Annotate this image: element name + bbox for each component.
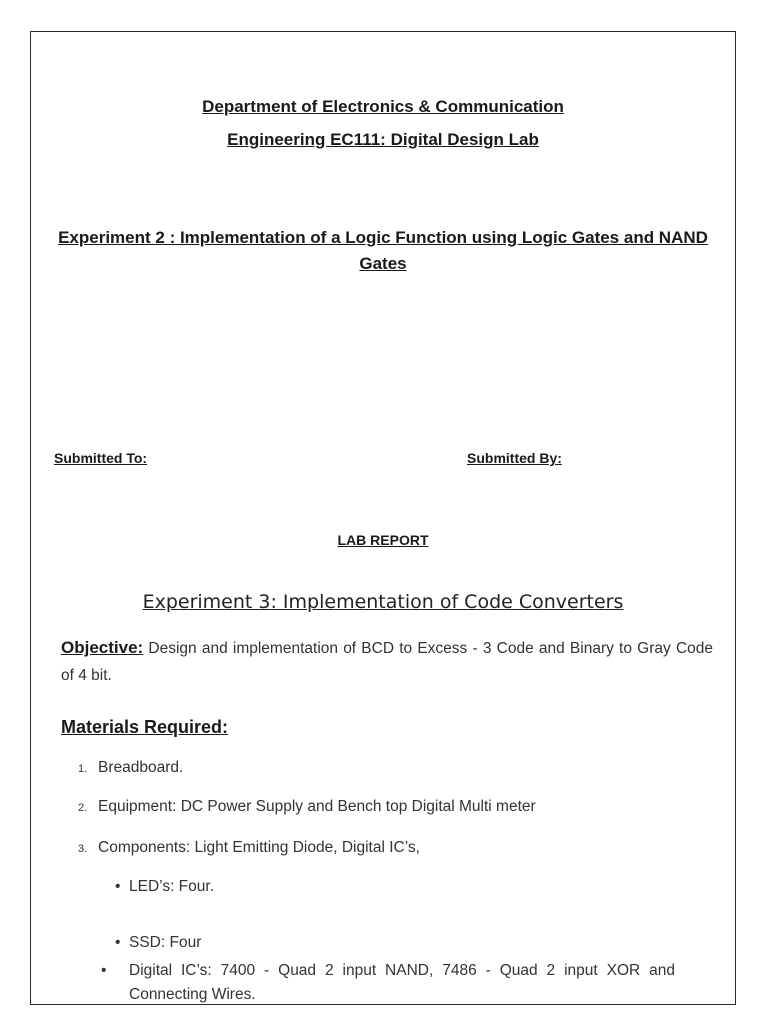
- bullet-glyph: •: [115, 878, 121, 895]
- list-item: [78, 759, 183, 777]
- bullet-text: LED’s: Four.: [129, 878, 215, 895]
- objective-paragraph: [61, 634, 713, 689]
- course-heading: Engineering EC111: Digital Design Lab: [227, 130, 539, 149]
- list-item-number: 1.: [78, 763, 88, 775]
- document-page: [30, 31, 736, 1005]
- bullet-text: Digital IC’s: 7400 - Quad 2 input NAND, 7486 - Quad 2 input XOR and Connecting Wires.: [129, 962, 675, 1003]
- experiment-3-title: Experiment 3: Implementation of Code Converters: [142, 591, 624, 613]
- bullet-glyph: •: [101, 962, 107, 979]
- objective-label: Objective:: [61, 638, 144, 657]
- list-item-number: 3.: [78, 843, 88, 855]
- bullet-item: [115, 875, 675, 899]
- objective-text: Design and implementation of BCD to Excess - 3 Code and Binary to Gray Code of 4 bit.: [61, 640, 714, 684]
- lab-report-label: LAB REPORT: [337, 532, 429, 548]
- list-item: [78, 798, 536, 816]
- bullet-item: [115, 931, 675, 955]
- list-item: [78, 839, 420, 857]
- list-item-text: Breadboard.: [98, 759, 184, 776]
- bullet-text: SSD: Four: [129, 934, 202, 951]
- experiment-2-title: Experiment 2 : Implementation of a Logic Function using Logic Gates and NAND Gates: [58, 228, 708, 273]
- materials-heading: Materials Required:: [61, 717, 229, 737]
- list-item-text: Equipment: DC Power Supply and Bench top Digital Multi meter: [98, 798, 536, 815]
- list-item-number: 2.: [78, 802, 88, 814]
- department-heading: Department of Electronics & Communication: [202, 97, 564, 116]
- bullet-glyph: •: [115, 934, 121, 951]
- bullet-item: [101, 959, 675, 1007]
- list-item-text: Components: Light Emitting Diode, Digital IC’s,: [98, 839, 420, 856]
- submitted-to-label: Submitted To:: [54, 450, 148, 466]
- submitted-by-label: Submitted By:: [467, 450, 562, 466]
